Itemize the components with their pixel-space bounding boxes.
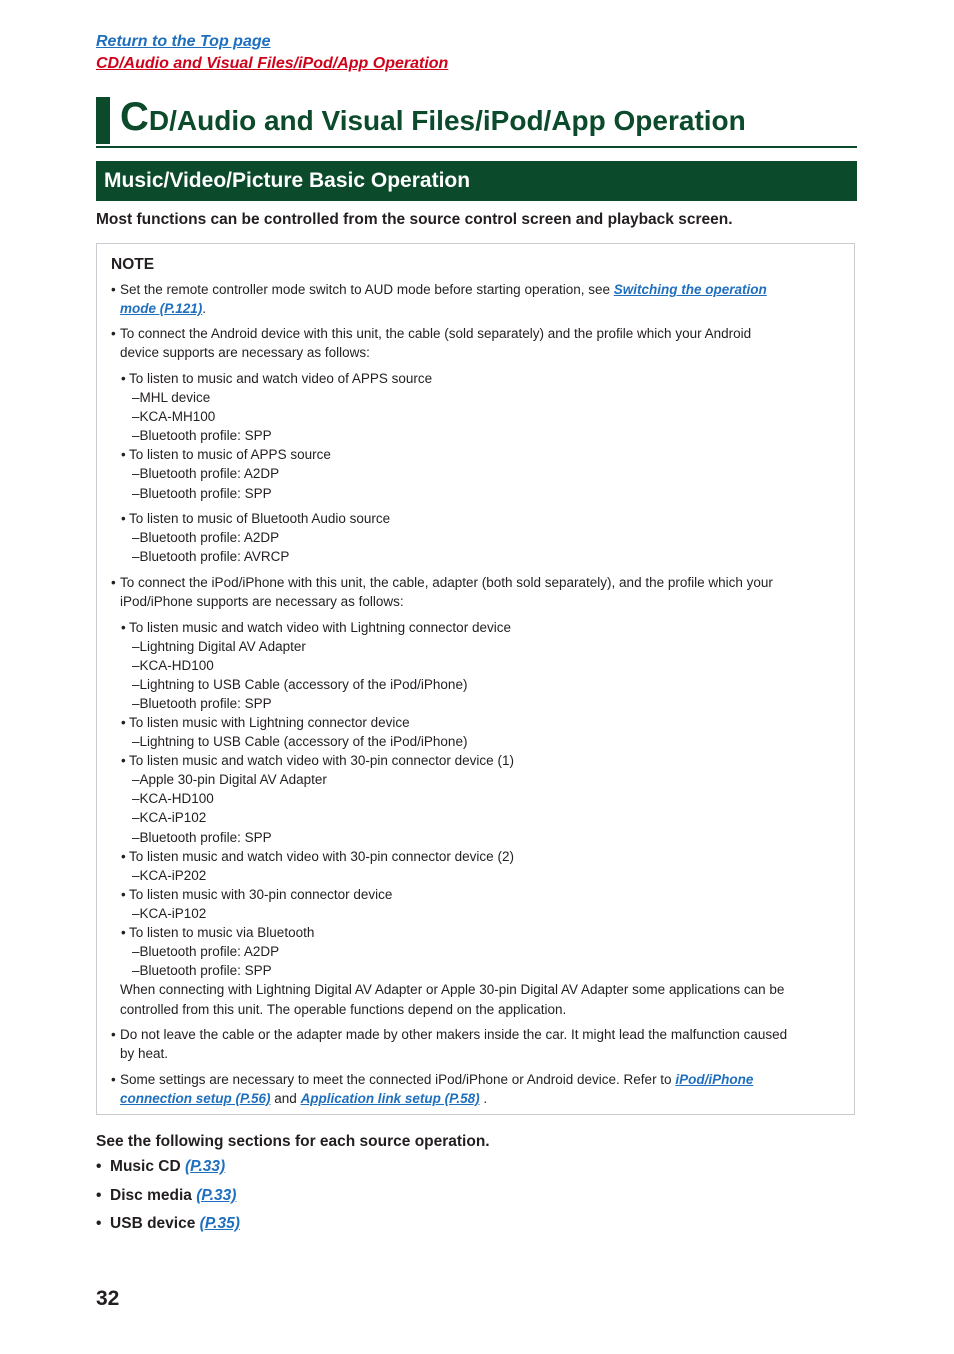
list-item: –Lightning to USB Cable (accessory of the iPod/iPhone) <box>132 677 468 692</box>
page-title <box>120 97 746 144</box>
list-item: To listen music with 30-pin connector device <box>129 887 393 902</box>
list-item: –Bluetooth profile: AVRCP <box>132 549 290 564</box>
section-link[interactable]: CD/Audio and Visual Files/iPod/App Operation <box>96 55 449 72</box>
music-cd-link[interactable]: (P.33) <box>184 1158 226 1175</box>
bullet-dot: • <box>111 575 116 590</box>
title-accent-bar <box>96 97 110 144</box>
note-bullet-3-cont: iPod/iPhone supports are necessary as follows: <box>120 594 404 609</box>
ipod-note-tail: When connecting with Lightning Digital AV Adapter or Apple 30-pin Digital AV Adapter some applications can be <box>120 982 785 997</box>
sub-bullet-dot: • <box>121 849 126 864</box>
usb-device-link[interactable]: (P.35) <box>199 1215 240 1232</box>
disc-media-link[interactable]: (P.33) <box>196 1187 237 1204</box>
note-bullet-1-cont <box>120 299 206 318</box>
list-item: –KCA-iP102 <box>132 810 207 825</box>
list-item: –MHL device <box>132 390 211 405</box>
sub-bullet-dot: • <box>121 371 126 386</box>
note-text: Set the remote controller mode switch to AUD mode before starting operation, see <box>120 282 614 297</box>
list-item: To listen to music of APPS source <box>129 447 331 462</box>
list-item: To listen music and watch video with 30-pin connector device (1) <box>129 753 514 768</box>
section-title: Music/Video/Picture Basic Operation <box>104 169 471 192</box>
title-rest: D/Audio and Visual Files/iPod/App Operation <box>148 105 746 136</box>
note-text: Some settings are necessary to meet the connected iPod/iPhone or Android device. Refer to <box>120 1072 676 1087</box>
source-label: Disc media <box>110 1187 197 1204</box>
intro-text: Most functions can be controlled from the source control screen and playback screen. <box>96 211 733 228</box>
note-bullet-3: To connect the iPod/iPhone with this unit, the cable, adapter (both sold separately), and the profile which your <box>120 575 773 590</box>
note-heading: NOTE <box>111 256 155 273</box>
bullet-dot: • <box>111 282 116 297</box>
sub-bullet-dot: • <box>121 511 126 526</box>
source-item-disc-media: • Disc media (P.33) <box>96 1187 237 1204</box>
ipod-note-tail-cont: controlled from this unit. The operable functions depend on the application. <box>120 1002 567 1017</box>
note-text: . <box>202 301 207 316</box>
ipod-setup-link-cont[interactable]: connection setup (P.56) <box>120 1091 271 1106</box>
list-item: –Lightning to USB Cable (accessory of the iPod/iPhone) <box>132 734 468 749</box>
sub-bullet-dot: • <box>121 447 126 462</box>
top-nav <box>96 31 448 75</box>
note-bullet-4-cont: by heat. <box>120 1046 169 1061</box>
section-header <box>96 161 857 201</box>
note-bullet-5 <box>120 1070 753 1089</box>
list-item: To listen to music of Bluetooth Audio source <box>129 511 391 526</box>
source-item-usb-device: • USB device (P.35) <box>96 1215 240 1232</box>
list-item: –Apple 30-pin Digital AV Adapter <box>132 772 327 787</box>
list-item: To listen music with Lightning connector device <box>129 715 410 730</box>
bullet-dot: • <box>111 1027 116 1042</box>
return-top-link[interactable]: Return to the Top page <box>96 33 271 50</box>
page-title-block <box>96 97 857 148</box>
note-text: and <box>270 1091 301 1106</box>
list-item: To listen music and watch video with Lightning connector device <box>129 620 511 635</box>
sub-bullet-dot: • <box>121 887 126 902</box>
sub-bullet-dot: • <box>121 715 126 730</box>
list-item: –Lightning Digital AV Adapter <box>132 639 306 654</box>
source-label: USB device <box>110 1215 200 1232</box>
bullet-dot: • <box>111 1072 116 1087</box>
list-item: To listen to music via Bluetooth <box>129 925 315 940</box>
source-item-music-cd: • Music CD (P.33) <box>96 1158 226 1175</box>
list-item: –Bluetooth profile: A2DP <box>132 530 280 545</box>
note-bullet-2: To connect the Android device with this unit, the cable (sold separately) and the profile which your Android <box>120 326 752 341</box>
switching-mode-link[interactable]: Switching the operation <box>613 282 767 297</box>
bullet-dot: • <box>111 326 116 341</box>
ipod-setup-link[interactable]: iPod/iPhone <box>675 1072 754 1087</box>
list-item: To listen to music and watch video of APPS source <box>129 371 433 386</box>
note-bullet-4: Do not leave the cable or the adapter made by other makers inside the car. It might lead the malfunction caused <box>120 1027 788 1042</box>
sub-bullet-dot: • <box>121 925 126 940</box>
title-initial: C <box>120 95 149 139</box>
list-item: –KCA-HD100 <box>132 658 214 673</box>
see-also-heading: See the following sections for each source operation. <box>96 1133 490 1150</box>
list-item: –Bluetooth profile: SPP <box>132 428 272 443</box>
list-item: –Bluetooth profile: A2DP <box>132 466 280 481</box>
list-item: –Bluetooth profile: SPP <box>132 696 272 711</box>
list-item: –Bluetooth profile: SPP <box>132 830 272 845</box>
list-item: –KCA-HD100 <box>132 791 214 806</box>
note-bullet-2-cont: device supports are necessary as follows: <box>120 345 370 360</box>
note-text: . <box>479 1091 488 1106</box>
page-number: 32 <box>96 1287 120 1310</box>
list-item: –Bluetooth profile: SPP <box>132 963 272 978</box>
source-label: Music CD <box>110 1158 185 1175</box>
app-link-setup-link[interactable]: Application link setup (P.58) <box>300 1091 480 1106</box>
sub-bullet-dot: • <box>121 620 126 635</box>
note-bullet-5-cont <box>120 1089 487 1108</box>
note-bullet-1 <box>120 280 767 299</box>
switching-mode-link-cont[interactable]: mode (P.121) <box>120 301 203 316</box>
sub-bullet-dot: • <box>121 753 126 768</box>
list-item: –KCA-iP202 <box>132 868 207 883</box>
list-item: –KCA-iP102 <box>132 906 207 921</box>
list-item: –Bluetooth profile: A2DP <box>132 944 280 959</box>
list-item: To listen music and watch video with 30-pin connector device (2) <box>129 849 514 864</box>
note-box <box>96 243 855 1115</box>
list-item: –KCA-MH100 <box>132 409 216 424</box>
list-item: –Bluetooth profile: SPP <box>132 486 272 501</box>
